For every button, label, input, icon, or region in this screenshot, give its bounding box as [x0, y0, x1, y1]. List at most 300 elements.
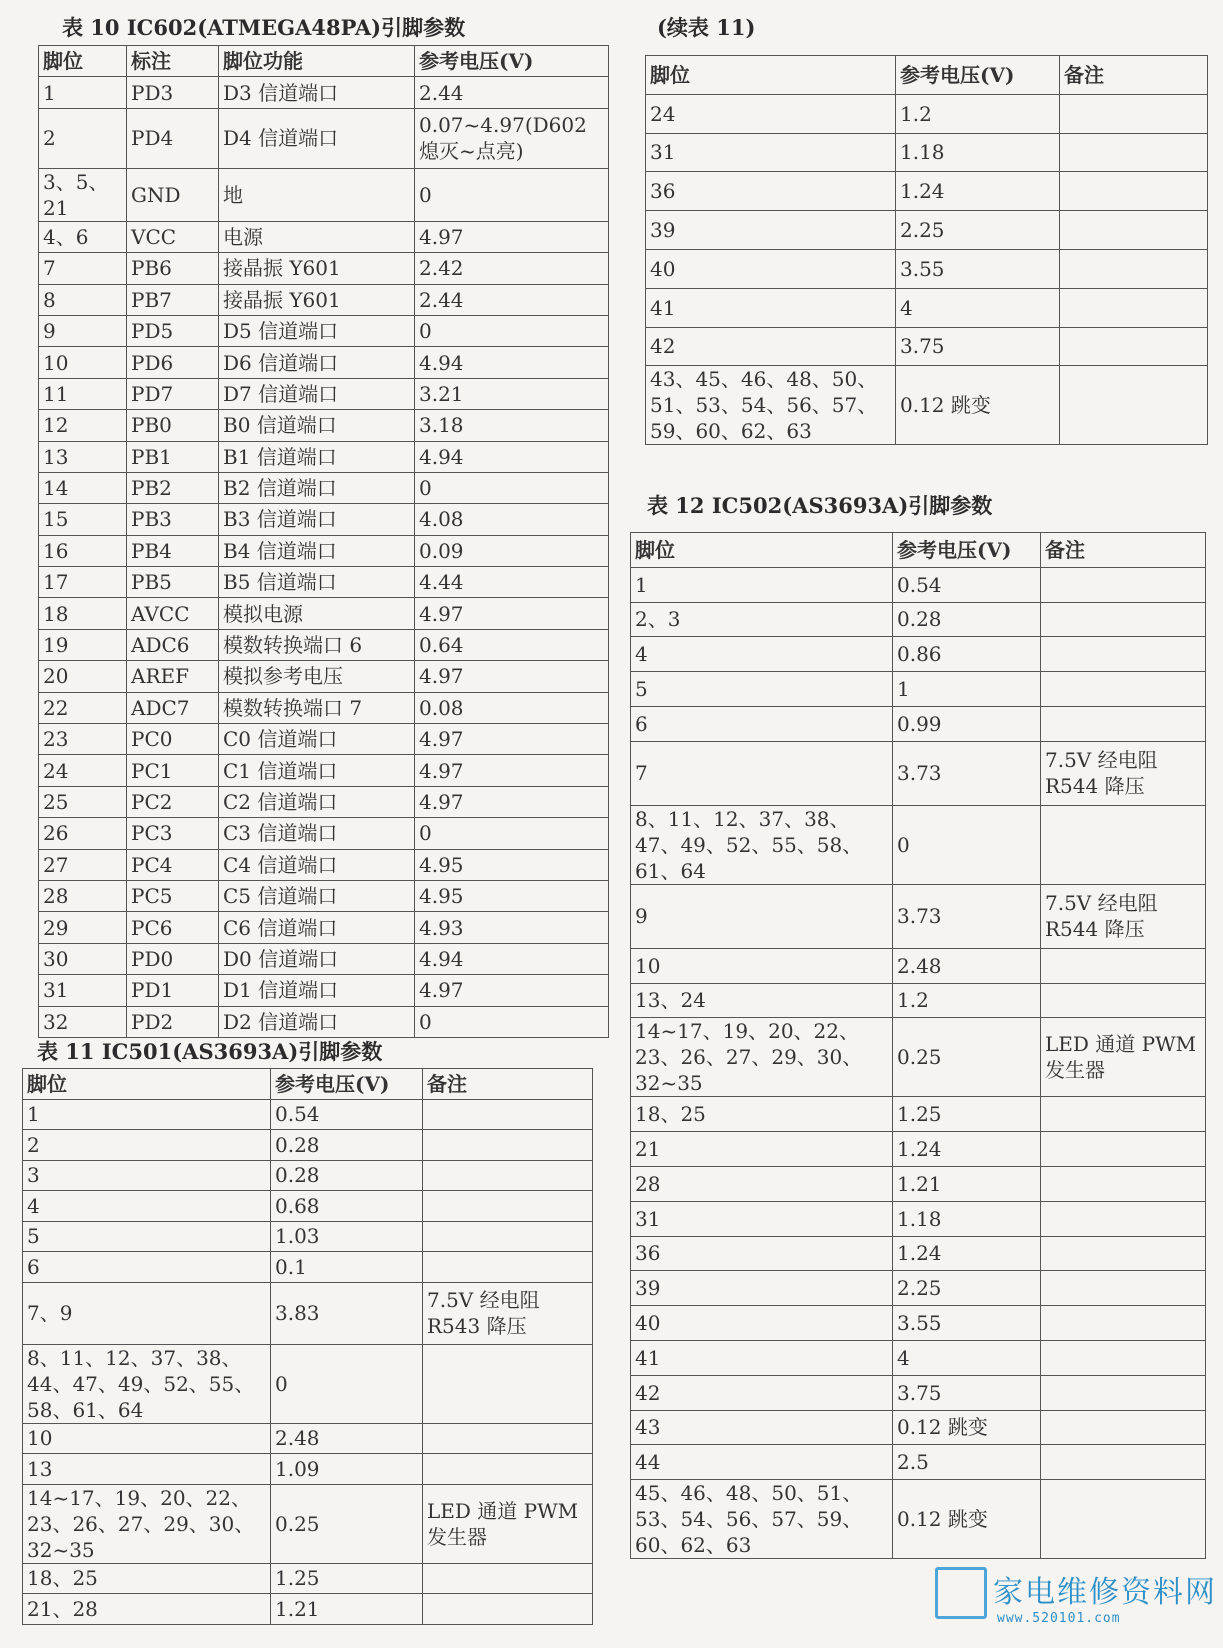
table-row — [39, 912, 609, 943]
logo-url: www.520101.com — [997, 1611, 1121, 1626]
table-row — [39, 661, 609, 692]
table-cell: 1 — [893, 672, 1041, 707]
table-cell: 4.97 — [415, 221, 609, 252]
table-row — [39, 108, 609, 168]
table-cell: 4.95 — [415, 880, 609, 911]
table-row — [39, 472, 609, 503]
table-row — [631, 805, 1206, 884]
table-cell: 8、11、12、37、38、47、49、52、55、58、61、64 — [631, 805, 893, 884]
table-row — [631, 1306, 1206, 1341]
table-row — [23, 1484, 593, 1563]
table-cell: 18、25 — [631, 1097, 893, 1132]
table-cell: 1.18 — [896, 133, 1060, 172]
table-row — [631, 1201, 1206, 1236]
table-cell: 41 — [646, 288, 896, 327]
table-cell: 11 — [39, 378, 127, 409]
table11 — [22, 1068, 593, 1625]
table-cell: 24 — [39, 755, 127, 786]
table-cell: 0.54 — [893, 567, 1041, 602]
table-cell: 1.24 — [893, 1236, 1041, 1271]
table-cell — [1041, 1201, 1206, 1236]
table-cell: 3、5、21 — [39, 168, 127, 221]
table-cell — [423, 1454, 593, 1485]
table-cell: 0 — [415, 472, 609, 503]
table-cell: 0.12 跳变 — [896, 366, 1060, 445]
table-row — [39, 378, 609, 409]
table-cell — [1041, 1480, 1206, 1559]
header-cell: 备注 — [1041, 533, 1206, 568]
table-cell: 地 — [219, 168, 415, 221]
table11-continued — [645, 55, 1208, 445]
table-cell: 4.97 — [415, 661, 609, 692]
table-cell: 4.97 — [415, 598, 609, 629]
table-cell: 2.25 — [896, 211, 1060, 250]
table-row — [39, 849, 609, 880]
table-cell: GND — [127, 168, 219, 221]
table-cell: D7 信道端口 — [219, 378, 415, 409]
table-cell: 0 — [415, 1006, 609, 1037]
table-cell: 模拟电源 — [219, 598, 415, 629]
table-cell: PC1 — [127, 755, 219, 786]
table-row — [39, 504, 609, 535]
table-cell: 36 — [631, 1236, 893, 1271]
table-cell: 31 — [39, 975, 127, 1006]
table-cell: 0 — [271, 1344, 423, 1423]
table-row — [631, 884, 1206, 948]
table-cell: 4.97 — [415, 755, 609, 786]
table-row — [23, 1423, 593, 1454]
table-cell: 8、11、12、37、38、44、47、49、52、55、58、61、64 — [23, 1344, 271, 1423]
table-cell: 0.54 — [271, 1099, 423, 1130]
table-row — [631, 1166, 1206, 1201]
table-cell: PC3 — [127, 818, 219, 849]
table-cell — [423, 1130, 593, 1161]
table-cell: C1 信道端口 — [219, 755, 415, 786]
table-row — [631, 1097, 1206, 1132]
table-cell: 4 — [893, 1340, 1041, 1375]
table-cell — [1060, 133, 1208, 172]
table-cell: 3.73 — [893, 741, 1041, 805]
table-cell: PB6 — [127, 253, 219, 284]
table-cell: 1.21 — [893, 1166, 1041, 1201]
table-cell: B1 信道端口 — [219, 441, 415, 472]
table-cell: D2 信道端口 — [219, 1006, 415, 1037]
table-cell: 6 — [631, 706, 893, 741]
table-cell: B0 信道端口 — [219, 410, 415, 441]
table-cell: 0.25 — [893, 1018, 1041, 1097]
table-cell: 23 — [39, 724, 127, 755]
table-cell: 3 — [23, 1160, 271, 1191]
table-cell: B3 信道端口 — [219, 504, 415, 535]
table-cell: 41 — [631, 1340, 893, 1375]
table-cell: B4 信道端口 — [219, 535, 415, 566]
table-cell: 3.83 — [271, 1282, 423, 1344]
table-cell: 1 — [23, 1099, 271, 1130]
table-cell: 9 — [631, 884, 893, 948]
table-cell — [1060, 172, 1208, 211]
table-cell: 10 — [39, 347, 127, 378]
table-cell: 电源 — [219, 221, 415, 252]
table-cell — [1041, 1097, 1206, 1132]
header-cell: 参考电压(V) — [893, 533, 1041, 568]
table-row — [39, 221, 609, 252]
table-cell: 7.5V 经电阻 R544 降压 — [1041, 741, 1206, 805]
table-row — [646, 366, 1208, 445]
table-cell: 40 — [646, 249, 896, 288]
table-cell: 10 — [631, 948, 893, 983]
table-cell: PD2 — [127, 1006, 219, 1037]
table-row — [631, 1410, 1206, 1445]
table-cell: PB0 — [127, 410, 219, 441]
table-cell: 28 — [39, 880, 127, 911]
table-row — [631, 1375, 1206, 1410]
table-cell — [1060, 249, 1208, 288]
table-cell: 7 — [39, 253, 127, 284]
table-cell: 4.95 — [415, 849, 609, 880]
table-cell — [423, 1344, 593, 1423]
header-cell: 参考电压(V) — [415, 46, 609, 77]
table-cell: 18 — [39, 598, 127, 629]
table-cell: C2 信道端口 — [219, 786, 415, 817]
header-cell: 参考电压(V) — [271, 1069, 423, 1100]
table-cell: 20 — [39, 661, 127, 692]
table-cell — [1041, 1340, 1206, 1375]
table-cell: 14 — [39, 472, 127, 503]
table-cell: 0.64 — [415, 629, 609, 660]
table-cell: 1.2 — [893, 983, 1041, 1018]
table-cell — [1041, 1410, 1206, 1445]
table-cell — [423, 1099, 593, 1130]
book-icon — [935, 1567, 987, 1619]
table-cell: 7.5V 经电阻 R544 降压 — [1041, 884, 1206, 948]
table-cell: 0.25 — [271, 1484, 423, 1563]
table-cell — [423, 1160, 593, 1191]
table-row — [39, 168, 609, 221]
table-cell: 4.44 — [415, 567, 609, 598]
table-cell: 2.44 — [415, 77, 609, 108]
table-cell: 19 — [39, 629, 127, 660]
table-cell: 36 — [646, 172, 896, 211]
table-cell: PD6 — [127, 347, 219, 378]
table-cell: 13 — [39, 441, 127, 472]
table-cell: 1.24 — [896, 172, 1060, 211]
table-row — [631, 1018, 1206, 1097]
table-cell: 2.42 — [415, 253, 609, 284]
table-cell: 18、25 — [23, 1563, 271, 1594]
table-row — [631, 1236, 1206, 1271]
table-row — [631, 567, 1206, 602]
table-cell: 22 — [39, 692, 127, 723]
table-cell — [1060, 94, 1208, 133]
site-logo — [935, 1567, 1217, 1637]
table-cell: AVCC — [127, 598, 219, 629]
table-cell: PC6 — [127, 912, 219, 943]
table-cell: 7、9 — [23, 1282, 271, 1344]
table-cell: 2.25 — [893, 1271, 1041, 1306]
table-cell — [1060, 211, 1208, 250]
table-cell: 17 — [39, 567, 127, 598]
table-row — [631, 1132, 1206, 1167]
table-cell — [423, 1221, 593, 1252]
table-cell: LED 通道 PWM 发生器 — [1041, 1018, 1206, 1097]
table-cell: 0 — [415, 315, 609, 346]
table-row — [631, 983, 1206, 1018]
table-cell — [1041, 983, 1206, 1018]
table-cell: VCC — [127, 221, 219, 252]
table-cell: 0.08 — [415, 692, 609, 723]
header-cell: 备注 — [1060, 56, 1208, 95]
table-row — [39, 975, 609, 1006]
table-cell: 0.68 — [271, 1191, 423, 1222]
table-row — [39, 943, 609, 974]
table-cell: 接晶振 Y601 — [219, 284, 415, 315]
table-cell: 13、24 — [631, 983, 893, 1018]
header-cell: 脚位 — [631, 533, 893, 568]
table-cell: 45、46、48、50、51、53、54、56、57、59、60、62、63 — [631, 1480, 893, 1559]
table-row — [631, 706, 1206, 741]
table-row — [646, 288, 1208, 327]
table-cell: 21 — [631, 1132, 893, 1167]
table-cell: PD7 — [127, 378, 219, 409]
table-cell: 0.86 — [893, 637, 1041, 672]
table-cell — [423, 1563, 593, 1594]
table-row — [23, 1344, 593, 1423]
header-cell: 脚位 — [39, 46, 127, 77]
table-row — [631, 741, 1206, 805]
table-cell: 1 — [631, 567, 893, 602]
table12 — [630, 532, 1206, 1559]
table-cell: 6 — [23, 1252, 271, 1283]
table-cell: 0 — [415, 818, 609, 849]
table-cell: 4.97 — [415, 724, 609, 755]
table-cell: 39 — [646, 211, 896, 250]
table-cell: 40 — [631, 1306, 893, 1341]
table-cell: D5 信道端口 — [219, 315, 415, 346]
table-row — [39, 818, 609, 849]
table-cell: 3.21 — [415, 378, 609, 409]
table-cell: 12 — [39, 410, 127, 441]
table-cell: 2、3 — [631, 602, 893, 637]
table-cell: C0 信道端口 — [219, 724, 415, 755]
table-cell: PD4 — [127, 108, 219, 168]
table-row — [631, 948, 1206, 983]
table11-cont-title: (续表 11) — [657, 15, 756, 40]
table-cell: PD1 — [127, 975, 219, 1006]
table-row — [39, 629, 609, 660]
table-row — [23, 1221, 593, 1252]
table-cell: 30 — [39, 943, 127, 974]
table-cell: 4 — [23, 1191, 271, 1222]
table-cell: AREF — [127, 661, 219, 692]
table-row — [23, 1563, 593, 1594]
table-cell: 0.09 — [415, 535, 609, 566]
table-cell — [1041, 1271, 1206, 1306]
table-cell: 31 — [646, 133, 896, 172]
table-cell: 4.94 — [415, 347, 609, 378]
table10 — [38, 45, 609, 1038]
table-cell: 0 — [415, 168, 609, 221]
table-cell: 1.18 — [893, 1201, 1041, 1236]
table-cell — [1041, 1166, 1206, 1201]
table-cell: 3.73 — [893, 884, 1041, 948]
table-cell — [1041, 567, 1206, 602]
table-cell: 4 — [896, 288, 1060, 327]
table-cell: 0.99 — [893, 706, 1041, 741]
table-row — [23, 1191, 593, 1222]
table-row — [646, 94, 1208, 133]
table-cell: 4、6 — [39, 221, 127, 252]
table-cell: PB1 — [127, 441, 219, 472]
table-cell — [423, 1423, 593, 1454]
table-cell: 13 — [23, 1454, 271, 1485]
table-cell: ADC7 — [127, 692, 219, 723]
table-cell: 26 — [39, 818, 127, 849]
table-row — [646, 249, 1208, 288]
table-row — [39, 347, 609, 378]
header-cell: 备注 — [423, 1069, 593, 1100]
table-row — [631, 637, 1206, 672]
table-header-row — [646, 56, 1208, 95]
table-cell: ADC6 — [127, 629, 219, 660]
table-cell: 1.24 — [893, 1132, 1041, 1167]
table-row — [646, 211, 1208, 250]
table-cell: 0.28 — [271, 1160, 423, 1191]
table-row — [23, 1282, 593, 1344]
table-row — [39, 410, 609, 441]
table-row — [646, 327, 1208, 366]
table-row — [39, 755, 609, 786]
table-cell: 15 — [39, 504, 127, 535]
table-cell: 10 — [23, 1423, 271, 1454]
table-cell: 8 — [39, 284, 127, 315]
table-row — [646, 172, 1208, 211]
table-row — [39, 441, 609, 472]
table-cell: D6 信道端口 — [219, 347, 415, 378]
table-cell: 0.12 跳变 — [893, 1410, 1041, 1445]
table-cell: 0.07~4.97(D602 熄灭~点亮) — [415, 108, 609, 168]
table-cell — [1041, 602, 1206, 637]
table-cell — [1041, 706, 1206, 741]
table-cell — [1041, 1132, 1206, 1167]
table-cell — [1060, 288, 1208, 327]
table-row — [23, 1160, 593, 1191]
table-cell: 4.94 — [415, 943, 609, 974]
table-row — [631, 602, 1206, 637]
table-cell: B5 信道端口 — [219, 567, 415, 598]
table-cell: 14~17、19、20、22、23、26、27、29、30、32~35 — [631, 1018, 893, 1097]
table-cell: 0.28 — [271, 1130, 423, 1161]
table-cell: 1.2 — [896, 94, 1060, 133]
header-cell: 标注 — [127, 46, 219, 77]
table-cell: PC4 — [127, 849, 219, 880]
table-row — [23, 1594, 593, 1625]
table-cell: 27 — [39, 849, 127, 880]
table-cell — [1060, 327, 1208, 366]
table-cell: 1.25 — [893, 1097, 1041, 1132]
table-row — [631, 1445, 1206, 1480]
table-cell: 2.44 — [415, 284, 609, 315]
table-cell — [1041, 1236, 1206, 1271]
table-cell — [1041, 637, 1206, 672]
header-cell: 脚位 — [646, 56, 896, 95]
table-cell: PD3 — [127, 77, 219, 108]
table-row — [39, 253, 609, 284]
table10-title: 表 10 IC602(ATMEGA48PA)引脚参数 — [62, 15, 466, 40]
table-cell: PC0 — [127, 724, 219, 755]
table-cell: 0.12 跳变 — [893, 1480, 1041, 1559]
table-cell: 29 — [39, 912, 127, 943]
table-cell: 5 — [23, 1221, 271, 1252]
table-cell: PB3 — [127, 504, 219, 535]
table11-title: 表 11 IC501(AS3693A)引脚参数 — [37, 1039, 383, 1064]
table-cell — [1041, 805, 1206, 884]
table-cell: 2.5 — [893, 1445, 1041, 1480]
table-row — [39, 315, 609, 346]
table-cell: 25 — [39, 786, 127, 817]
table-cell: C6 信道端口 — [219, 912, 415, 943]
table-cell: 9 — [39, 315, 127, 346]
table-row — [39, 724, 609, 755]
table-cell: 7.5V 经电阻 R543 降压 — [423, 1282, 593, 1344]
table-cell: 28 — [631, 1166, 893, 1201]
table-cell: 4.93 — [415, 912, 609, 943]
table-row — [39, 880, 609, 911]
header-cell: 脚位功能 — [219, 46, 415, 77]
table-row — [631, 1340, 1206, 1375]
table-cell: 31 — [631, 1201, 893, 1236]
table-row — [39, 786, 609, 817]
table-cell: 1 — [39, 77, 127, 108]
table12-title: 表 12 IC502(AS3693A)引脚参数 — [647, 493, 993, 518]
table-cell: PD5 — [127, 315, 219, 346]
table-cell: 42 — [631, 1375, 893, 1410]
table-cell: 4.08 — [415, 504, 609, 535]
table-cell: 1.25 — [271, 1563, 423, 1594]
table-cell: 1.03 — [271, 1221, 423, 1252]
table-row — [39, 535, 609, 566]
table-cell: PC5 — [127, 880, 219, 911]
table-row — [39, 567, 609, 598]
table-cell: 2.48 — [271, 1423, 423, 1454]
table-cell — [1041, 1306, 1206, 1341]
table-cell: 4.97 — [415, 975, 609, 1006]
table-cell: D4 信道端口 — [219, 108, 415, 168]
table-header-row — [39, 46, 609, 77]
table-cell — [1041, 948, 1206, 983]
table-row — [23, 1454, 593, 1485]
table-cell: B2 信道端口 — [219, 472, 415, 503]
table-row — [39, 598, 609, 629]
table-cell: C4 信道端口 — [219, 849, 415, 880]
table-cell: 44 — [631, 1445, 893, 1480]
table-cell: 4.94 — [415, 441, 609, 472]
table-cell: 模拟参考电压 — [219, 661, 415, 692]
table-cell — [1060, 366, 1208, 445]
table-cell: 21、28 — [23, 1594, 271, 1625]
table-cell: C3 信道端口 — [219, 818, 415, 849]
table-cell: PB5 — [127, 567, 219, 598]
table-cell: 39 — [631, 1271, 893, 1306]
table-row — [39, 692, 609, 723]
table-cell: D1 信道端口 — [219, 975, 415, 1006]
table-cell: PD0 — [127, 943, 219, 974]
table-cell: 接晶振 Y601 — [219, 253, 415, 284]
table-cell: 32 — [39, 1006, 127, 1037]
table-header-row — [631, 533, 1206, 568]
table-cell: 1.21 — [271, 1594, 423, 1625]
table-cell: 0 — [893, 805, 1041, 884]
table-cell: 2.48 — [893, 948, 1041, 983]
